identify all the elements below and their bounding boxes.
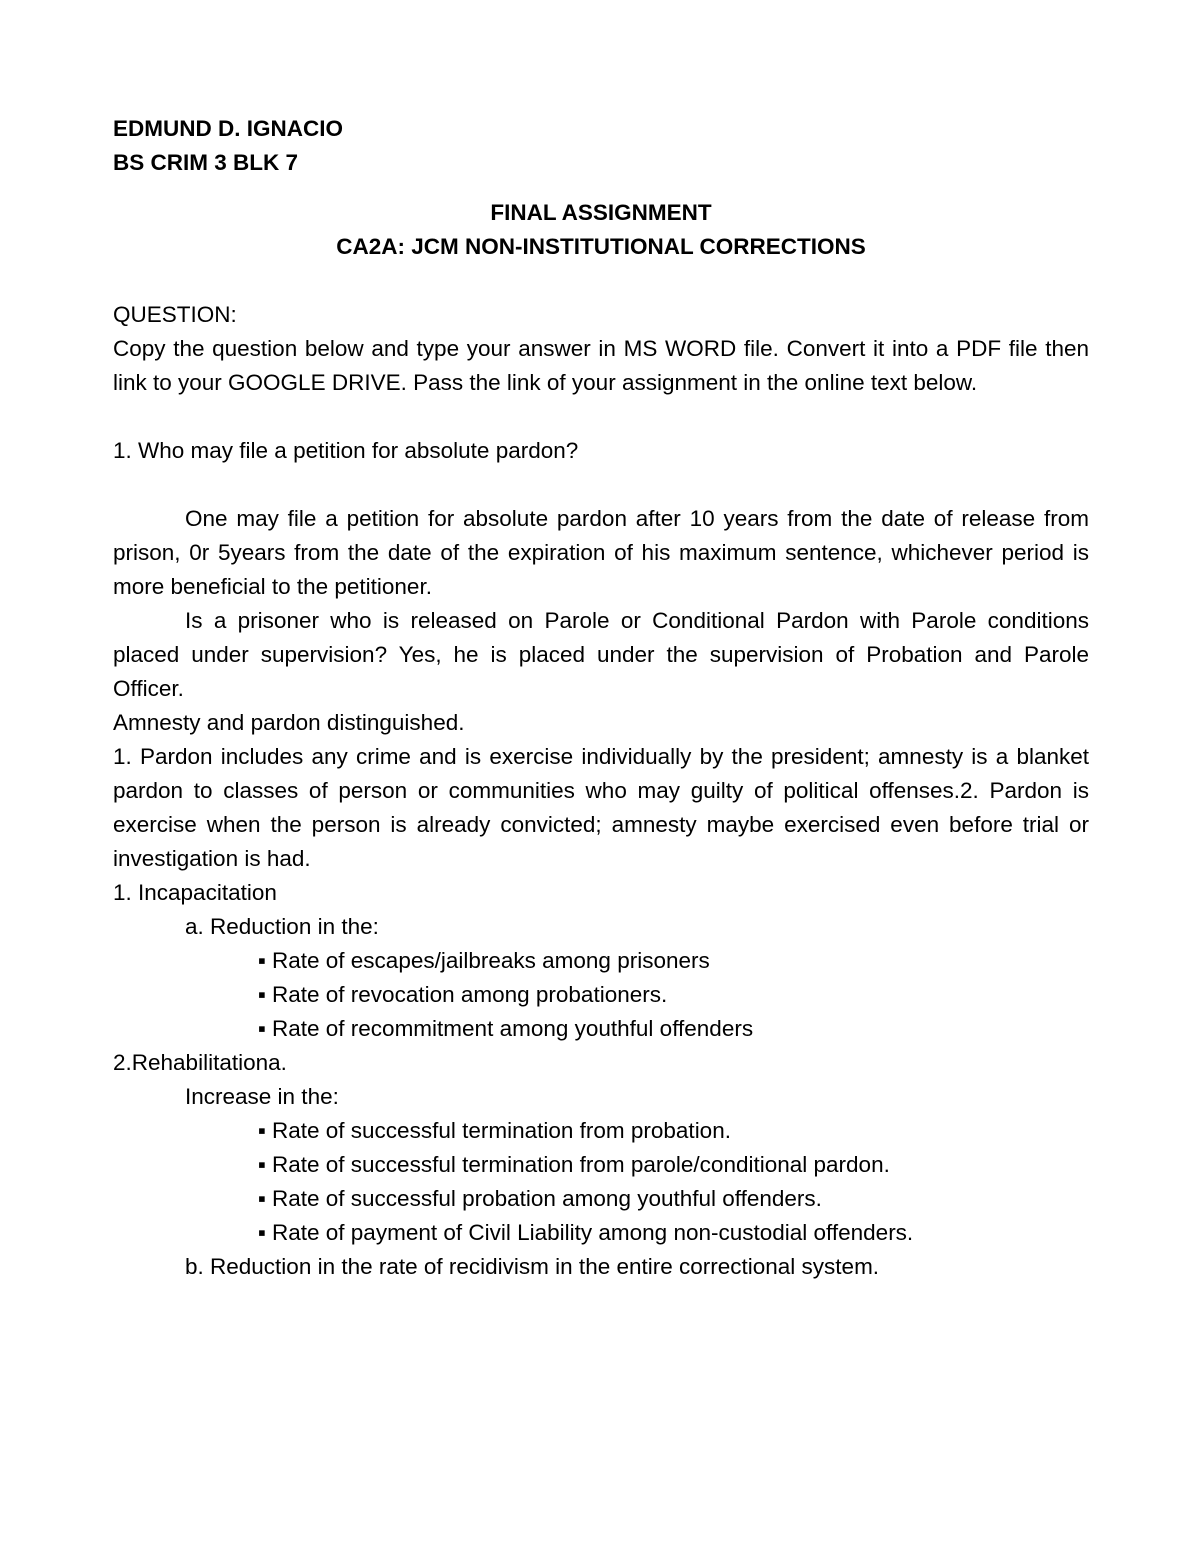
list-item: ▪ Rate of recommitment among youthful offenders (113, 1012, 1089, 1046)
list-item: ▪ Rate of successful termination from probation. (113, 1114, 1089, 1148)
list-item: ▪ Rate of payment of Civil Liability among non-custodial offenders. (113, 1216, 1089, 1250)
list-item: ▪ Rate of revocation among probationers. (113, 978, 1089, 1012)
list-item: ▪ Rate of successful probation among youthful offenders. (113, 1182, 1089, 1216)
student-name: EDMUND D. IGNACIO (113, 116, 343, 141)
increase-heading: Increase in the: (185, 1084, 339, 1109)
bullet-icon: ▪ (258, 948, 266, 973)
question-instruction: Copy the question below and type your answer in MS WORD file. Convert it into a PDF file then link to your GOOGLE DRIVE. Pass the link of your assignment in the online text below. (113, 336, 1089, 395)
answer-paragraph-1: One may file a petition for absolute pardon after 10 years from the date of release from prison, 0r 5years from the date of the expiration of his maximum sentence, whichever period is more beneficial to the petitioner. (113, 506, 1089, 599)
bullet-icon: ▪ (258, 1186, 266, 1211)
final-line: b. Reduction in the rate of recidivism in the entire correctional system. (185, 1254, 880, 1279)
document-body (113, 112, 1089, 1284)
rehabilitation-heading: 2.Rehabilitationa. (113, 1050, 287, 1075)
answer-paragraph-2: Is a prisoner who is released on Parole or Conditional Pardon with Parole conditions placed under supervision? Yes, he is placed under the supervision of Probation and Parole Officer. (113, 608, 1089, 701)
question-1: 1. Who may file a petition for absolute pardon? (113, 438, 579, 463)
student-course: BS CRIM 3 BLK 7 (113, 150, 299, 175)
bullet-icon: ▪ (258, 1220, 266, 1245)
answer-paragraph-4: 1. Pardon includes any crime and is exercise individually by the president; amnesty is a blanket pardon to classes of person or communities who may guilty of political offenses.2. Pardon is exercise when the person is already convicted; amnesty maybe exercised even before trial or investigation is had. (113, 744, 1089, 871)
list-item: ▪ Rate of successful termination from parole/conditional pardon. (113, 1148, 1089, 1182)
reduction-heading: a. Reduction in the: (185, 914, 379, 939)
title-line-2: CA2A: JCM NON-INSTITUTIONAL CORRECTIONS (336, 234, 866, 259)
list-item: ▪ Rate of escapes/jailbreaks among prisoners (113, 944, 1089, 978)
title-line-1: FINAL ASSIGNMENT (490, 200, 712, 225)
bullet-icon: ▪ (258, 982, 266, 1007)
question-label: QUESTION: (113, 302, 237, 327)
bullet-icon: ▪ (258, 1152, 266, 1177)
bullet-icon: ▪ (258, 1016, 266, 1041)
bullet-icon: ▪ (258, 1118, 266, 1143)
incapacitation-heading: 1. Incapacitation (113, 880, 277, 905)
answer-paragraph-3: Amnesty and pardon distinguished. (113, 710, 465, 735)
